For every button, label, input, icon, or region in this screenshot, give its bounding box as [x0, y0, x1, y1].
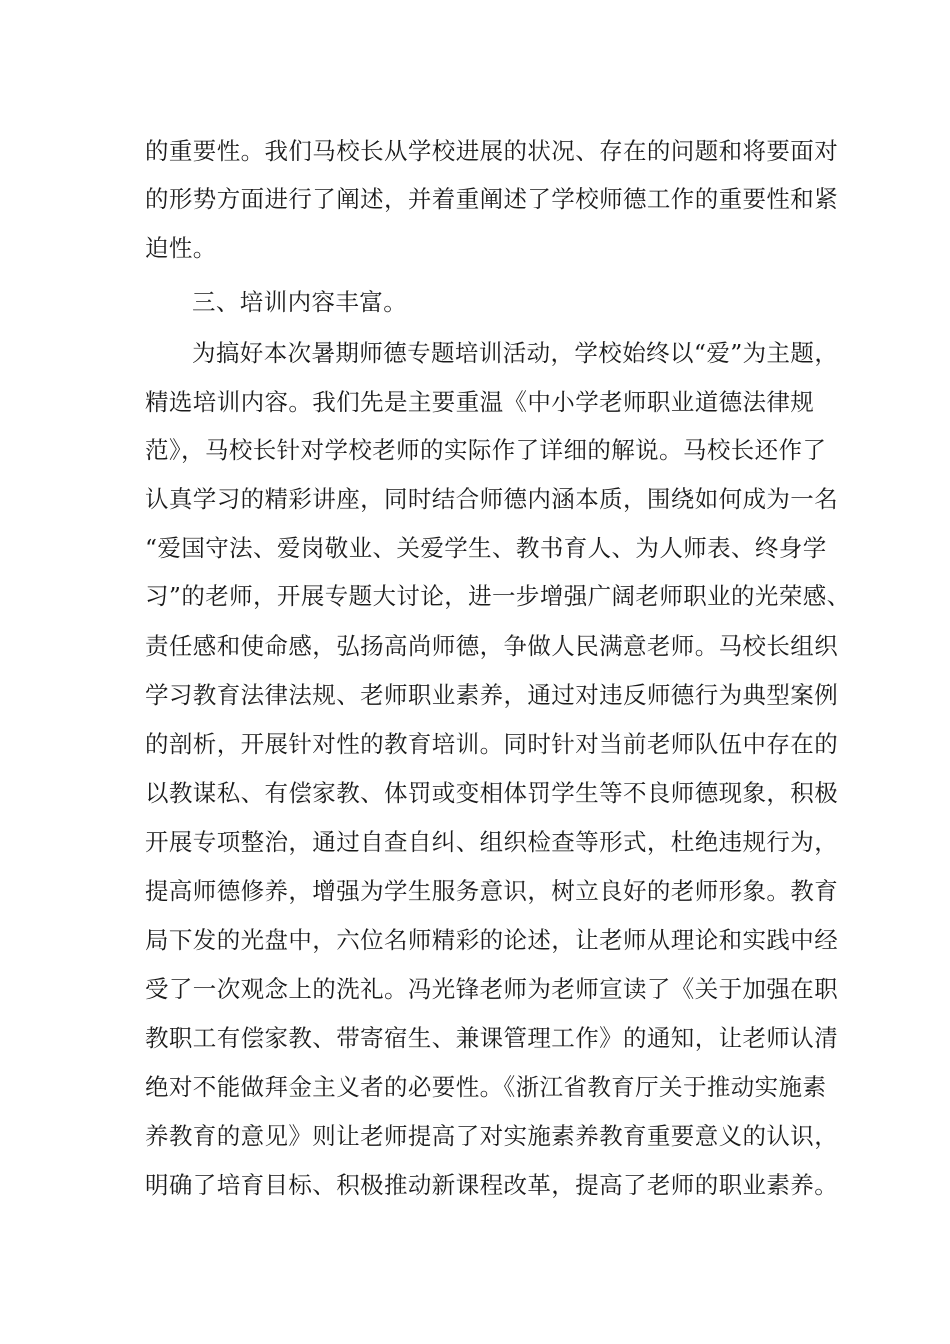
text-line: 绝对不能做拜金主义者的必要性。《浙江省教育厅关于推动实施素 — [145, 1073, 827, 1101]
text-line: 精选培训内容。我们先是主要重温《中小学老师职业道德法律规 — [145, 388, 815, 416]
text-line: 的剖析，开展针对性的教育培训。同时针对当前老师队伍中存在的 — [145, 730, 839, 758]
text-line: 开展专项整治，通过自查自纠、组织检查等形式，杜绝违规行为， — [145, 828, 839, 856]
text-line: 养教育的意见》则让老师提高了对实施素养教育重要意义的认识， — [145, 1122, 839, 1150]
text-line: 明确了培育目标、积极推动新课程改革，提高了老师的职业素养。 — [145, 1171, 839, 1199]
text-line: 学习教育法律法规、老师职业素养，通过对违反师德行为典型案例 — [145, 681, 839, 709]
text-line: 为搞好本次暑期师德专题培训活动，学校始终以“爱”为主题， — [192, 339, 839, 367]
text-line: 迫性。 — [145, 234, 217, 262]
text-line: 局下发的光盘中，六位名师精彩的论述，让老师从理论和实践中经 — [145, 926, 839, 954]
text-line: 以教谋私、有偿家教、体罚或变相体罚学生等不良师德现象，积极 — [145, 779, 839, 807]
text-line: 的形势方面进行了阐述，并着重阐述了学校师德工作的重要性和紧 — [145, 185, 839, 213]
text-line: 的重要性。我们马校长从学校进展的状况、存在的问题和将要面对 — [145, 137, 839, 165]
text-line: 认真学习的精彩讲座，同时结合师德内涵本质，围绕如何成为一名 — [145, 485, 839, 513]
text-line: 范》，马校长针对学校老师的实际作了详细的解说。马校长还作了 — [145, 436, 827, 464]
text-line: 责任感和使命感，弘扬高尚师德，争做人民满意老师。马校长组织 — [145, 632, 839, 660]
text-line: 习”的老师，开展专题大讨论，进一步增强广阔老师职业的光荣感、 — [145, 582, 851, 610]
text-line: “爱国守法、爱岗敬业、关爱学生、教书育人、为人师表、终身学 — [145, 534, 827, 562]
text-line: 教职工有偿家教、带寄宿生、兼课管理工作》的通知，让老师认清 — [145, 1024, 839, 1052]
section-heading: 三、培训内容丰富。 — [192, 288, 408, 316]
text-line: 提高师德修养，增强为学生服务意识，树立良好的老师形象。教育 — [145, 877, 839, 905]
text-line: 受了一次观念上的洗礼。冯光锋老师为老师宣读了《关于加强在职 — [145, 975, 839, 1003]
